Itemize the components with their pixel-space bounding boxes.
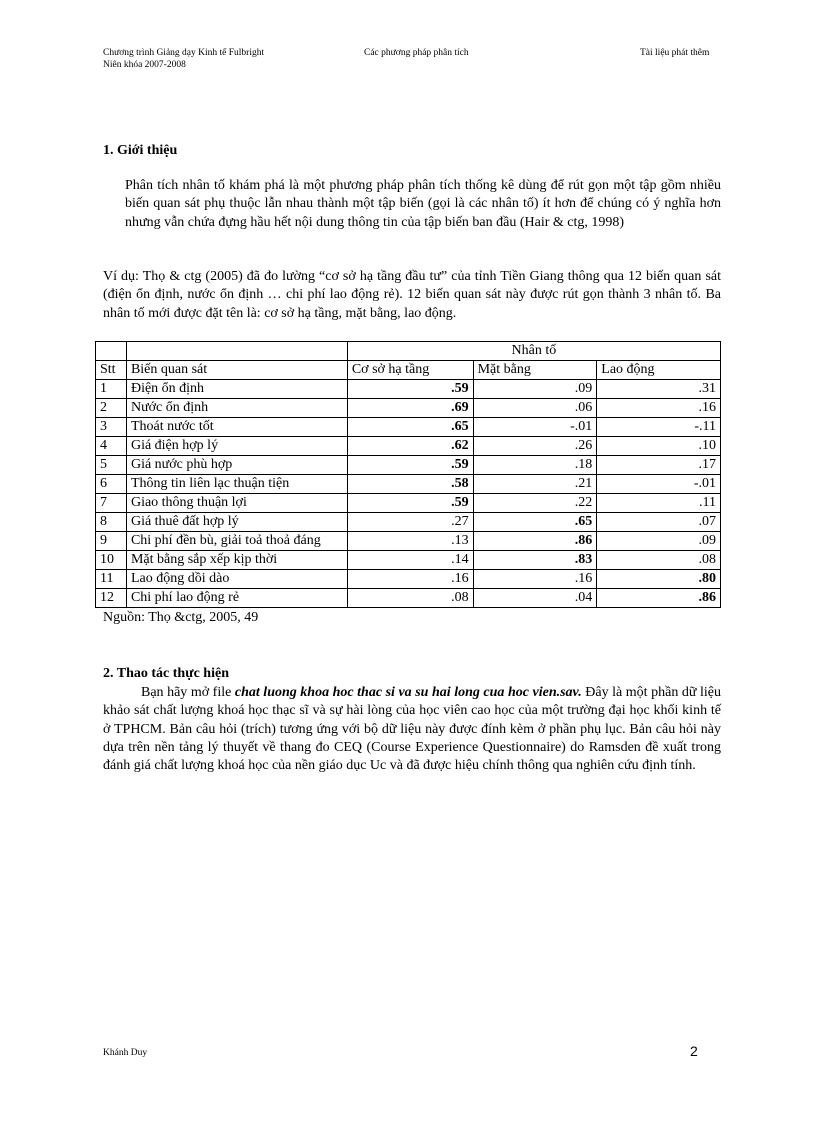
table-row — [96, 532, 721, 551]
row-premises-loading: .04 — [473, 589, 597, 608]
page-number: 2 — [690, 1043, 698, 1059]
section1-title: 1. Giới thiệu — [103, 143, 178, 158]
section2-text-before: Bạn hãy mở file — [141, 685, 235, 700]
row-stt: 9 — [96, 532, 127, 551]
row-variable: Chi phí lao động rẻ — [126, 589, 347, 608]
row-labor-loading: .10 — [597, 437, 721, 456]
row-variable: Giá thuê đất hợp lý — [126, 513, 347, 532]
row-infrastructure-loading: .58 — [347, 475, 473, 494]
header-left — [103, 47, 264, 71]
row-labor-loading: .31 — [597, 380, 721, 399]
row-labor-loading: -.01 — [597, 475, 721, 494]
row-labor-loading: .86 — [597, 589, 721, 608]
row-variable: Chi phí đền bù, giải toả thoả đáng — [126, 532, 347, 551]
col-header-variable: Biến quan sát — [126, 361, 347, 380]
row-infrastructure-loading: .14 — [347, 551, 473, 570]
row-variable: Mặt bằng sắp xếp kịp thời — [126, 551, 347, 570]
group-header-factors: Nhân tố — [347, 342, 720, 361]
row-stt: 4 — [96, 437, 127, 456]
row-infrastructure-loading: .59 — [347, 456, 473, 475]
row-infrastructure-loading: .16 — [347, 570, 473, 589]
row-premises-loading: .06 — [473, 399, 597, 418]
row-premises-loading: .65 — [473, 513, 597, 532]
row-infrastructure-loading: .13 — [347, 532, 473, 551]
header-year: Niên khóa 2007-2008 — [103, 60, 186, 70]
row-infrastructure-loading: .08 — [347, 589, 473, 608]
table-row — [96, 380, 721, 399]
table-group-header-row — [96, 342, 721, 361]
factor-loading-table — [95, 341, 721, 608]
row-stt: 10 — [96, 551, 127, 570]
col-header-premises: Mặt bằng — [473, 361, 597, 380]
row-premises-loading: .18 — [473, 456, 597, 475]
section2-text-after: Đây là một phần dữ liệu khảo sát chất lượng khoá học thạc sĩ và sự hài lòng của học viên cao học của một trường đại học khối kinh tế ở TPHCM. Bản câu hỏi (trích) tương ứng với bộ dữ liệu này được đính kèm ở phần phụ lục. Bản câu hỏi này dựa trên nền tảng lý thuyết về thang đo CEQ (Course Experience Questionnaire) do Ramsden đề xuất trong đánh giá chất lượng khoá học của nền giáo dục Uc và đã được hiệu chính thông qua nghiên cứu định tính. — [103, 685, 721, 774]
data-filename: chat luong khoa hoc thac si va su hai long cua hoc vien.sav. — [234, 685, 582, 700]
row-stt: 8 — [96, 513, 127, 532]
row-infrastructure-loading: .62 — [347, 437, 473, 456]
table-row — [96, 589, 721, 608]
table-header-row — [96, 361, 721, 380]
row-premises-loading: .22 — [473, 494, 597, 513]
header-center: Các phương pháp phân tích — [364, 48, 469, 58]
footer-author: Khánh Duy — [103, 1048, 148, 1058]
row-variable: Thông tin liên lạc thuận tiện — [126, 475, 347, 494]
row-infrastructure-loading: .65 — [347, 418, 473, 437]
row-variable: Nước ổn định — [126, 399, 347, 418]
row-infrastructure-loading: .59 — [347, 494, 473, 513]
header-right: Tài liệu phát thêm — [640, 48, 710, 58]
row-variable: Giao thông thuận lợi — [126, 494, 347, 513]
row-premises-loading: .16 — [473, 570, 597, 589]
table-row — [96, 475, 721, 494]
col-header-stt: Stt — [96, 361, 127, 380]
row-premises-loading: -.01 — [473, 418, 597, 437]
intro-paragraph: Phân tích nhân tố khám phá là một phương pháp phân tích thống kê dùng để rút gọn một tập gồm nhiều biến quan sát phụ thuộc lẫn nhau thành một tập biến (gọi là các nhân tố) ít hơn để chúng có ý nghĩa hơn nhưng vẫn chứa đựng hầu hết nội dung thông tin của tập biến ban đầu (Hair & ctg, 1998) — [125, 178, 721, 230]
row-stt: 1 — [96, 380, 127, 399]
table-source: Nguồn: Thọ &ctg, 2005, 49 — [103, 610, 259, 625]
row-stt: 11 — [96, 570, 127, 589]
header-program: Chương trình Giảng dạy Kinh tế Fulbright — [103, 48, 265, 58]
section2-title: 2. Thao tác thực hiện — [103, 666, 229, 681]
row-labor-loading: -.11 — [597, 418, 721, 437]
row-variable: Thoát nước tốt — [126, 418, 347, 437]
table-row — [96, 456, 721, 475]
section2-paragraph — [103, 684, 721, 775]
row-variable: Điện ổn định — [126, 380, 347, 399]
row-labor-loading: .11 — [597, 494, 721, 513]
table-row — [96, 494, 721, 513]
table-row — [96, 513, 721, 532]
row-variable: Lao động dồi dào — [126, 570, 347, 589]
row-labor-loading: .07 — [597, 513, 721, 532]
row-premises-loading: .26 — [473, 437, 597, 456]
row-variable: Giá nước phù hợp — [126, 456, 347, 475]
col-header-labor: Lao động — [597, 361, 721, 380]
table-row — [96, 418, 721, 437]
row-stt: 7 — [96, 494, 127, 513]
row-variable: Giá điện hợp lý — [126, 437, 347, 456]
row-infrastructure-loading: .69 — [347, 399, 473, 418]
row-labor-loading: .16 — [597, 399, 721, 418]
row-stt: 5 — [96, 456, 127, 475]
row-stt: 6 — [96, 475, 127, 494]
row-labor-loading: .17 — [597, 456, 721, 475]
row-labor-loading: .09 — [597, 532, 721, 551]
row-premises-loading: .09 — [473, 380, 597, 399]
table-row — [96, 570, 721, 589]
row-infrastructure-loading: .27 — [347, 513, 473, 532]
table-row — [96, 437, 721, 456]
row-labor-loading: .80 — [597, 570, 721, 589]
table-row — [96, 551, 721, 570]
row-premises-loading: .86 — [473, 532, 597, 551]
row-stt: 12 — [96, 589, 127, 608]
table-row — [96, 399, 721, 418]
row-stt: 3 — [96, 418, 127, 437]
row-premises-loading: .83 — [473, 551, 597, 570]
row-stt: 2 — [96, 399, 127, 418]
row-infrastructure-loading: .59 — [347, 380, 473, 399]
example-paragraph: Ví dụ: Thọ & ctg (2005) đã đo lường “cơ sở hạ tầng đầu tư” của tỉnh Tiền Giang thông qua 12 biến quan sát (điện ổn định, nước ổn định … chi phí lao động rẻ). 12 biến quan sát này được rút gọn thành 3 nhân tố. Ba nhân tố mới được đặt tên là: cơ sở hạ tầng, mặt bằng, lao động. — [103, 269, 721, 321]
col-header-infrastructure: Cơ sở hạ tầng — [347, 361, 473, 380]
row-labor-loading: .08 — [597, 551, 721, 570]
row-premises-loading: .21 — [473, 475, 597, 494]
